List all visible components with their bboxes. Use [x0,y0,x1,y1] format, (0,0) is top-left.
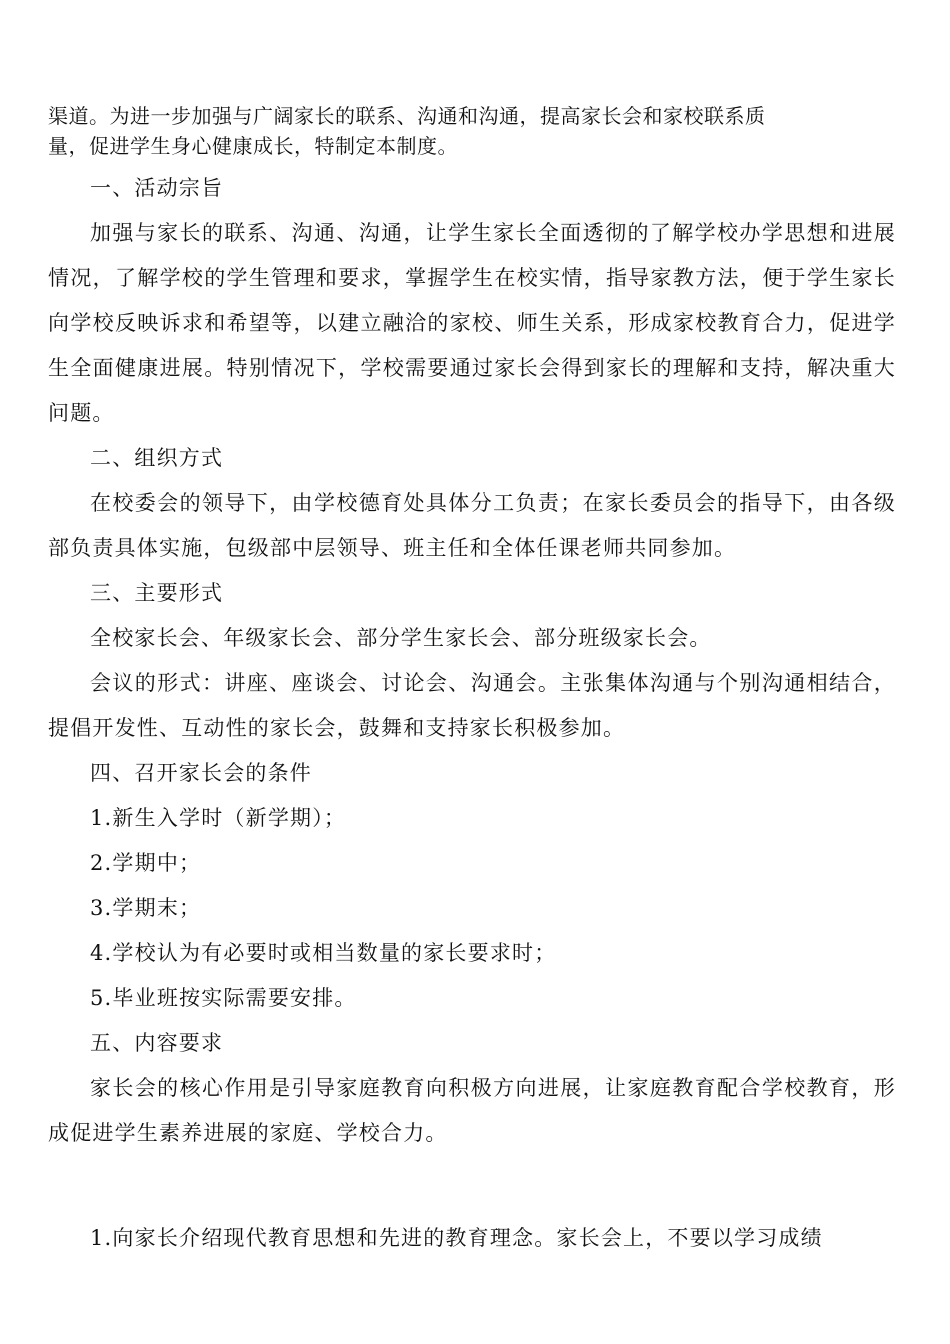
paragraph-content: 家长会的核心作用是引导家庭教育向积极方向进展，让家庭教育配合学校教育，形成促进学生素养进展的家庭、学校合力。 [48,1076,896,1145]
intro-line-2: 量，促进学生身心健康成长，特制定本制度。 [48,134,458,158]
section-heading-purpose: 一、活动宗旨 [90,176,224,200]
condition-item: 3.学期末； [90,896,202,920]
condition-item: 5.毕业班按实际需要安排。 [90,986,357,1010]
document-body [48,166,896,1261]
content-item-1: 1.向家长介绍现代教育思想和先进的教育理念。家长会上，不要以学习成绩 [90,1226,823,1250]
paragraph-meeting-forms: 会议的形式：讲座、座谈会、讨论会、沟通会。主张集体沟通与个别沟通相结合，提倡开发性、互动性的家长会，鼓舞和支持家长积极参加。 [48,671,896,740]
condition-item: 2.学期中； [90,851,202,875]
condition-item: 1.新生入学时（新学期）； [90,806,347,830]
paragraph-purpose: 加强与家长的联系、沟通、沟通，让学生家长全面透彻的了解学校办学思想和进展情况，了解学校的学生管理和要求，掌握学生在校实情，指导家教方法，便于学生家长向学校反映诉求和希望等，以建立融洽的家校、师生关系，形成家校教育合力，促进学生全面健康进展。特别情况下，学校需要通过家长会得到家长的理解和支持，解决重大问题。 [48,221,896,425]
condition-item: 4.学校认为有必要时或相当数量的家长要求时； [90,941,557,965]
paragraph-organization: 在校委会的领导下，由学校德育处具体分工负责；在家长委员会的指导下，由各级部负责具体实施，包级部中层领导、班主任和全体任课老师共同参加。 [48,491,896,560]
section-heading-organization: 二、组织方式 [90,446,224,470]
intro-text [48,101,848,161]
section-heading-conditions: 四、召开家长会的条件 [90,761,312,785]
section-heading-forms: 三、主要形式 [90,581,224,605]
intro-line-1: 渠道。为进一步加强与广阔家长的联系、沟通和沟通，提高家长会和家校联系质 [48,104,766,128]
paragraph-forms: 全校家长会、年级家长会、部分学生家长会、部分班级家长会。 [90,626,712,650]
blank-gap [48,1156,896,1216]
section-heading-content: 五、内容要求 [90,1031,224,1055]
